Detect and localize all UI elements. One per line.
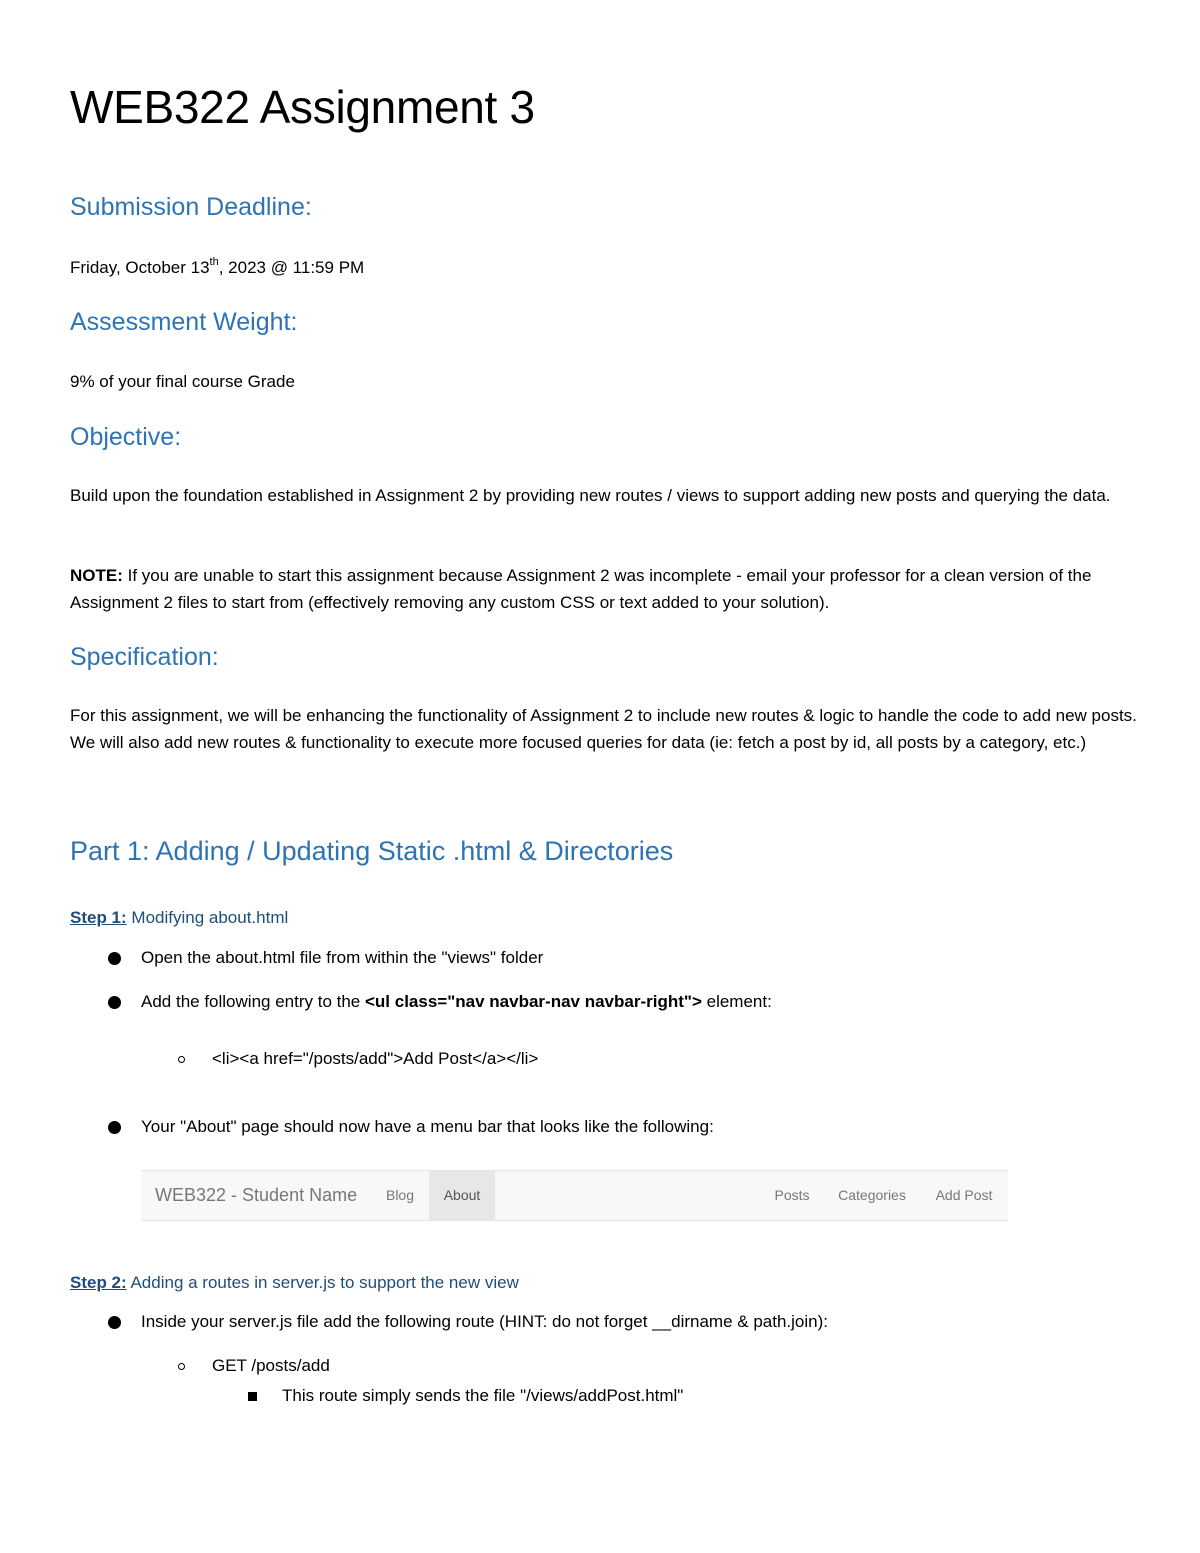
specification-text: For this assignment, we will be enhancing the functionality of Assignment 2 to include new routes & logic to handle the code to add new posts. We will also add new routes & functionality to execute more focused queries for data (ie: fetch a post by id, all posts by a category, etc.) bbox=[70, 706, 1137, 752]
nav-item-add-post: Add Post bbox=[935, 1187, 993, 1203]
step2-sub-bullet: GET /posts/add bbox=[212, 1356, 330, 1375]
nav-item-about: About bbox=[429, 1171, 495, 1220]
objective-note bbox=[70, 562, 1140, 616]
deadline-text bbox=[70, 254, 1140, 281]
deadline-heading: Submission Deadline: bbox=[70, 193, 312, 221]
weight-heading: Assessment Weight: bbox=[70, 308, 298, 336]
bullet2-code: <ul class="nav navbar-nav navbar-right"> bbox=[364, 992, 702, 1011]
circle-bullet-icon bbox=[178, 1363, 185, 1370]
document-title: WEB322 Assignment 3 bbox=[70, 81, 535, 133]
bullet2-prefix: Add the following entry to the bbox=[141, 992, 365, 1011]
specification-heading: Specification: bbox=[70, 643, 219, 671]
objective-text: Build upon the foundation established in Assignment 2 by providing new routes / views to support adding new posts and querying the data. bbox=[70, 486, 1111, 505]
nav-item-posts: Posts bbox=[774, 1187, 810, 1203]
nav-item-categories: Categories bbox=[838, 1187, 906, 1203]
navbar-brand: WEB322 - Student Name bbox=[155, 1185, 358, 1205]
bullet-icon bbox=[108, 952, 121, 965]
step2-label: Step 2: bbox=[70, 1273, 127, 1292]
deadline-date: Friday, October 13 bbox=[70, 258, 210, 277]
note-label: NOTE: bbox=[70, 566, 123, 585]
step1-bullet3: Your "About" page should now have a menu bar that looks like the following: bbox=[141, 1117, 714, 1136]
nav-item-blog: Blog bbox=[385, 1187, 415, 1203]
note-text: If you are unable to start this assignment because Assignment 2 was incomplete - email your professor for a clean version of the Assignment 2 files to start from (effectively removing any custom CSS or text added to your solution). bbox=[70, 566, 1092, 612]
step1-label: Step 1: bbox=[70, 908, 127, 927]
step1-heading bbox=[70, 906, 288, 930]
step1-bullet2 bbox=[141, 990, 772, 1014]
square-bullet-icon bbox=[248, 1392, 257, 1401]
objective-heading: Objective: bbox=[70, 423, 182, 451]
circle-bullet-icon bbox=[178, 1056, 185, 1063]
step2-subsub-bullet: This route simply sends the file "/views/addPost.html" bbox=[282, 1386, 684, 1405]
deadline-superscript: th bbox=[209, 256, 219, 269]
step2-bullet1: Inside your server.js file add the following route (HINT: do not forget __dirname & path.join): bbox=[141, 1312, 828, 1331]
bullet-icon bbox=[108, 996, 121, 1009]
part1-heading: Part 1: Adding / Updating Static .html & Directories bbox=[70, 836, 674, 866]
deadline-time: , 2023 @ 11:59 PM bbox=[218, 258, 365, 277]
bullet-icon bbox=[108, 1121, 121, 1134]
navbar-screenshot bbox=[141, 1170, 1008, 1221]
step1-bullet1: Open the about.html file from within the "views" folder bbox=[141, 948, 544, 967]
weight-text: 9% of your final course Grade bbox=[70, 372, 295, 391]
step2-title: Adding a routes in server.js to support the new view bbox=[126, 1273, 519, 1292]
step1-sub-bullet: <li><a href="/posts/add">Add Post</a></li> bbox=[212, 1049, 539, 1068]
bullet2-suffix: element: bbox=[701, 992, 772, 1011]
step1-title: Modifying about.html bbox=[126, 908, 289, 927]
bullet-icon bbox=[108, 1316, 121, 1329]
step2-heading bbox=[70, 1271, 519, 1295]
